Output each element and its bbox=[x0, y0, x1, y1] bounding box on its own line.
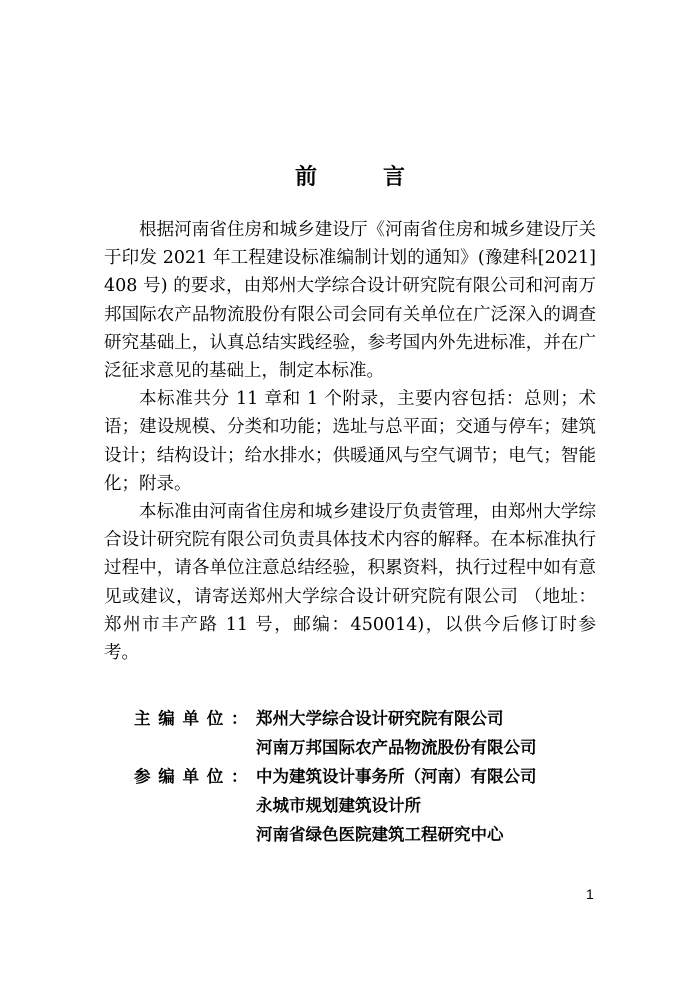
participating-editor-orgs bbox=[256, 762, 537, 849]
participating-editor-org: 河南省绿色医院建筑工程研究中心 bbox=[256, 825, 504, 844]
editor-units bbox=[134, 704, 537, 849]
participating-editor-label: 参 编 单 位 ： bbox=[134, 767, 249, 786]
participating-editor-org: 永城市规划建筑设计所 bbox=[256, 796, 421, 815]
preface-paragraph-3: 本标准由河南省住房和城乡建设厅负责管理，由郑州大学综合设计研究院有限公司负责具体技术内容的解释。在本标准执行过程中，请各单位注意总结经验，积累资料，执行过程中如有意见或建议，请寄送郑州大学综合设计研究院有限公司 （地址：郑州市丰产路 11 号，邮编：450014)，以供今后修订时参考。 bbox=[104, 502, 596, 664]
chief-editor-orgs bbox=[256, 704, 537, 762]
preface-paragraph-1: 根据河南省住房和城乡建设厅《河南省住房和城乡建设厅关于印发 2021 年工程建设标准编制计划的通知》(豫建科[2021] 408 号) 的要求，由郑州大学综合设计研究院有限公司和河南万邦国际农产品物流股份有限公司会同有关单位在广泛深入的调查研究基础上，认真总结实践经验，参考国内外先进标准，并在广泛征求意见的基础上，制定本标准。 bbox=[104, 220, 596, 382]
chief-editor-org: 河南万邦国际农产品物流股份有限公司 bbox=[256, 738, 537, 757]
page-number: 1 bbox=[586, 886, 594, 902]
chief-editor-org: 郑州大学综合设计研究院有限公司 bbox=[256, 709, 504, 728]
participating-editor-org: 中为建筑设计事务所（河南）有限公司 bbox=[256, 767, 537, 786]
participating-editor-group bbox=[134, 762, 537, 849]
preface-paragraph-2: 本标准共分 11 章和 1 个附录，主要内容包括：总则；术语；建设规模、分类和功能；选址与总平面；交通与停车；建筑设计；结构设计；给水排水；供暖通风与空气调节；电气；智能化；附录。 bbox=[104, 389, 596, 494]
page-title: 前 言 bbox=[294, 165, 427, 190]
preface-body bbox=[104, 216, 596, 667]
chief-editor-group bbox=[134, 704, 537, 762]
chief-editor-label: 主 编 单 位 ： bbox=[134, 709, 249, 728]
